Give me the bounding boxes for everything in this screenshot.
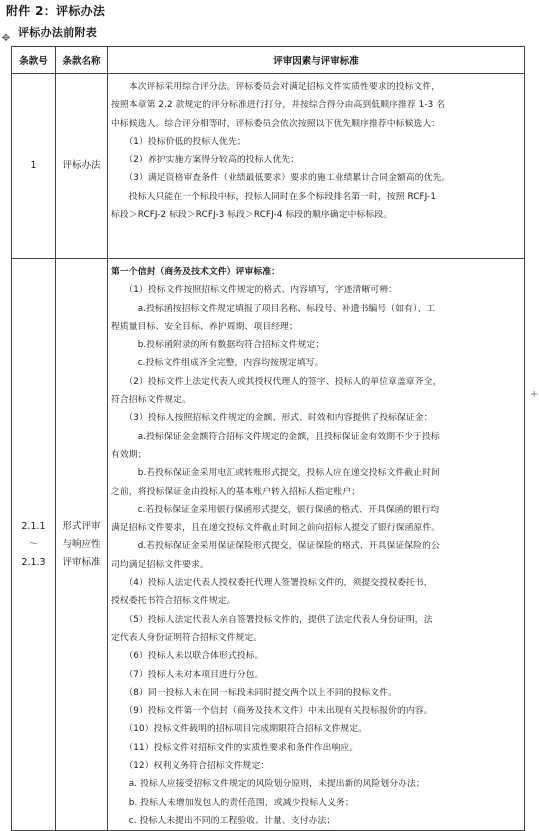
text-line: （10）投标文件载明的招标项目完成期限符合招标文件规定。: [111, 724, 368, 735]
text-line: 满足招标文件要求，且在递交投标文件截止时间之前向招标人提交了银行保函原件。: [111, 523, 441, 534]
evaluation-table: [11, 46, 525, 831]
header-clause-number: 条款号: [12, 47, 56, 74]
text-line: （8）同一投标人未在同一标段未同时提交两个以上不同的投标文件。: [111, 687, 397, 698]
criteria-cell: [108, 259, 525, 831]
document-heading: 附件 2：评标办法: [6, 4, 106, 18]
table-row: [12, 74, 525, 259]
clause-number-separator: ～: [28, 538, 39, 550]
text-line: 授权委托书符合招标文件规定。: [111, 596, 236, 607]
text-line: （9）投标文件第一个信封（商务及技术文件）中未出现有关投标报价的内容。: [111, 706, 433, 717]
clause-name: [56, 259, 108, 831]
clause-number: 1: [12, 74, 56, 259]
table-header-row: [12, 47, 525, 74]
text-line: 司均满足招标文件要求。: [111, 559, 209, 570]
clause-number-end: 2.1.3: [21, 556, 46, 568]
text-line: （12）权利义务符合招标文件规定：: [111, 761, 270, 772]
text-line: 符合招标文件规定。: [111, 395, 192, 406]
header-criteria: 评审因素与评审标准: [108, 47, 525, 74]
text-line: c.若投标保证金采用银行保函形式提交，银行保函的格式、开具保函的银行均: [111, 504, 440, 515]
text-line: 本次评标采用综合评分法。评标委员会对满足招标文件实质性要求的投标文件，: [111, 82, 441, 92]
table-move-handle-icon[interactable]: ✥: [1, 33, 11, 44]
text-line: 标段＞RCFJ-2 标段＞RCFJ-3 标段＞RCFJ-4 标段的顺序确定中标标段。: [111, 210, 393, 221]
text-line: （1）投标文件按照招标文件规定的格式、内容填写，字迹清晰可辨：: [111, 285, 397, 296]
text-line: （2）投标文件上法定代表人或其授权代理人的签字、投标人的单位章盖章齐全，: [111, 376, 442, 387]
add-column-plus-icon[interactable]: +: [530, 389, 539, 400]
clause-number-start: 2.1.1: [21, 520, 46, 532]
text-line: 定代表人身份证明符合招标文件规定。: [111, 632, 263, 643]
text-line: （1）投标价低的投标人优先；: [111, 136, 246, 147]
clause-name-line: 与响应性: [62, 538, 101, 550]
text-line: 中标候选人。综合评分相等时，评标委员会依次按照以下优先顺序推荐中标候选人：: [111, 118, 441, 129]
clause-number: [12, 259, 56, 831]
text-line: a.投标保证金金额符合招标文件规定的金额，且投标保证金有效期不少于投标: [111, 431, 440, 442]
text-line: （11）投标文件对招标文件的实质性要求和条件作出响应。: [111, 742, 359, 753]
table-row: [12, 259, 525, 831]
text-line: 按照本章第 2.2 款规定的评分标准进行打分，并按综合得分由高到低顺序推荐 1-3 名: [111, 100, 446, 111]
text-line: （2）养护实施方案得分较高的投标人优先；: [111, 155, 300, 166]
text-line: b.投标函附录的所有数据均符合招标文件规定；: [111, 340, 325, 351]
text-line: a.投标函按招标文件规定填报了项目名称、标段号、补遗书编号（如有）、工: [111, 303, 436, 314]
text-line: （3）投标人按照招标文件规定的金额、形式、时效和内容提供了投标保证金：: [111, 413, 433, 424]
text-line: 投标人只能在一个标段中标，投标人同时在多个标段排名第一时，按照 RCFJ-1: [111, 191, 437, 202]
text-line: b. 投标人未增加发包人的责任范围，或减少投标人义务；: [111, 797, 354, 808]
clause-name-line: 形式评审: [62, 520, 101, 532]
text-line: 有效期；: [111, 449, 147, 460]
text-line: b.若投标保证金采用电汇或转账形式提交，投标人应在递交投标文件截止时间: [111, 468, 440, 479]
text-line: （3）满足资格审查条件（业绩最低要求）要求的施工业绩累计合同金额高的优先。: [111, 173, 451, 184]
text-line: 之前，将投标保证金由投标人的基本账户转入招标人指定账户；: [111, 486, 361, 497]
clause-name-line: 评审标准: [62, 556, 101, 568]
text-line: d.若投标保证金采用保证保险形式提交，保证保险的格式、开具保证保险的公: [111, 541, 440, 552]
text-line: （4）投标人法定代表人授权委托代理人签署投标文件的，须提交授权委托书，: [111, 578, 433, 589]
section-title: 第一个信封（商务及技术文件）评审标准：: [111, 267, 281, 277]
text-line: c. 投标人未提出不同的工程验收、计量、支付办法；: [111, 815, 336, 826]
document-subheading: 评标办法前附表: [18, 26, 98, 39]
text-line: a. 投标人应接受招标文件规定的风险划分原则，未提出新的风险划分办法；: [111, 779, 425, 790]
text-line: c.投标文件组成齐全完整，内容均按规定填写。: [111, 358, 324, 369]
text-line: 程质量目标、安全目标、养护周期、项目经理；: [111, 321, 298, 332]
criteria-cell: [108, 74, 525, 259]
clause-name: 评标办法: [56, 74, 108, 259]
text-line: （6）投标人未以联合体形式投标。: [111, 651, 264, 662]
text-line: （7）投标人未对本项目进行分包。: [111, 669, 264, 680]
header-clause-name: 条款名称: [56, 47, 108, 74]
text-line: （5）投标人法定代表人亲自签署投标文件的，提供了法定代表人身份证明，法: [111, 614, 433, 625]
